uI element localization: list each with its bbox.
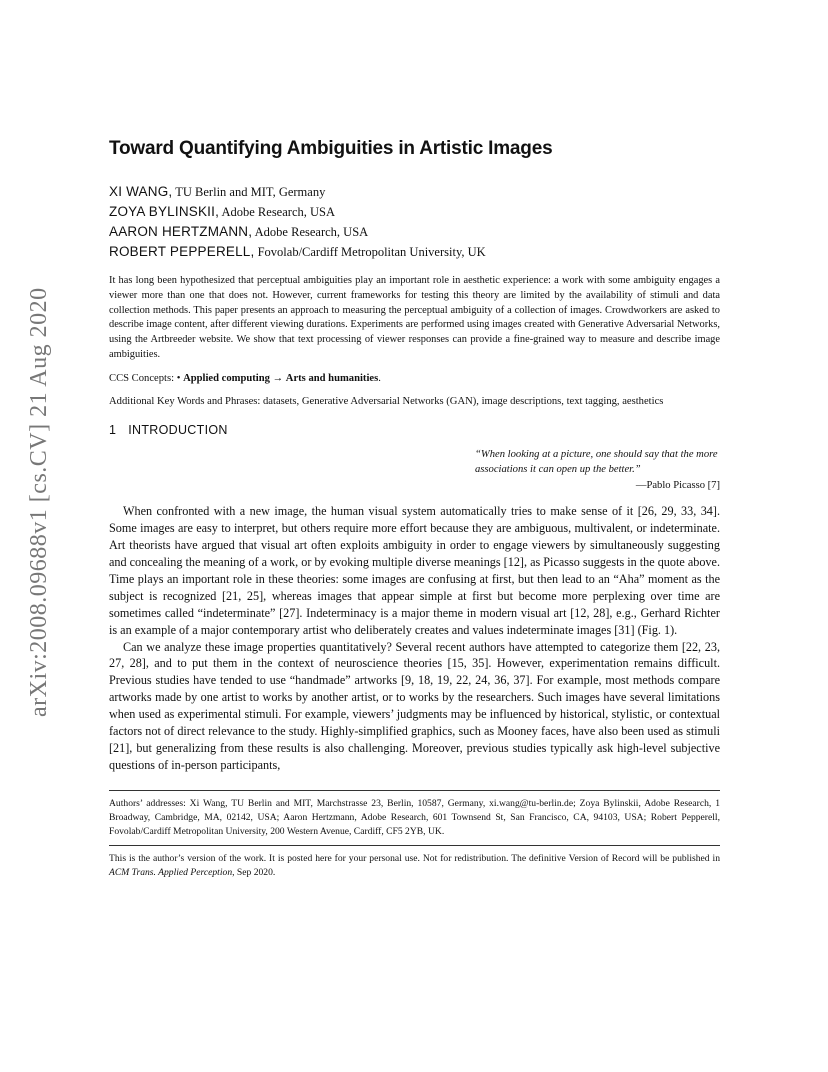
ccs-arrow: → — [269, 372, 286, 384]
epigraph-quote: “When looking at a picture, one should say that the more associations it can open up the better.” — [475, 448, 718, 476]
author-entry — [109, 182, 720, 202]
keywords: Additional Key Words and Phrases: datasets, Generative Adversarial Networks (GAN), image descriptions, text tagging, aesthetics — [109, 395, 664, 407]
author-affiliation: Fovolab/Cardiff Metropolitan University, UK — [254, 245, 486, 259]
version-note-date: , Sep 2020. — [232, 867, 276, 878]
author-affiliation: Adobe Research, USA — [252, 225, 369, 239]
section-number: 1 — [109, 422, 117, 437]
ccs-end: . — [378, 372, 381, 384]
author-affiliation: Adobe Research, USA — [219, 205, 335, 219]
ccs-term-applied-computing: Applied computing — [183, 372, 270, 384]
author-affiliation: TU Berlin and MIT, Germany — [172, 185, 326, 199]
arxiv-identifier-stamp: arXiv:2008.09688v1 [cs.CV] 21 Aug 2020 — [26, 287, 52, 717]
author-list — [109, 182, 720, 262]
body-paragraph: When confronted with a new image, the human visual system automatically tries to make sense of it [26, 29, 33, 34]. Some images are easy to interpret, but others require more effort because they are ambiguous, multivalent, or indeterminate. Art theorists have argued that visual art often exploits ambiguity in order to engage viewers by simultaneously suggesting and concealing the meaning of a work, or by evoking multiple diverse meanings [12], as Picasso suggests in the quote above. Time plays an important role in these theories: some images are confusing at first, but then lead to an “Aha” moment as the subject is recognized [21, 25], whereas images that appear simple at first but become more perplexing over time are sometimes called “indeterminate” [27]. Indeterminacy is a major theme in modern visual art [12, 28], e.g., Gerhard Richter is an example of a major contemporary artist who deliberately creates and values indeterminate images [31] (Fig. 1). — [109, 504, 720, 637]
version-note-footnote — [109, 845, 720, 880]
ccs-concepts — [109, 371, 720, 386]
author-entry — [109, 202, 720, 222]
author-entry — [109, 222, 720, 242]
author-entry — [109, 242, 720, 262]
authors-addresses-footnote: Authors’ addresses: Xi Wang, TU Berlin and MIT, Marchstrasse 23, Berlin, 10587, Germany, xi.wang@tu-berlin.de; Zoya Bylinskii, Adobe Research, 1 Broadway, Cambridge, MA, 02142, USA; Aaron Hertzmann, Adobe Research, 601 Townsend St, San Francisco, CA, 94103, USA; Robert Pepperell, Fovolab/Cardiff Metropolitan University, 200 Western Avenue, Cardiff, CF5 2YB, UK. — [109, 790, 720, 839]
author-name: XI WANG, — [109, 184, 173, 199]
ccs-label: CCS Concepts: • — [109, 372, 184, 384]
version-note-venue: ACM Trans. Applied Perception — [109, 867, 233, 878]
author-name: AARON HERTZMANN, — [109, 224, 253, 239]
section-heading-introduction — [109, 423, 720, 437]
abstract: It has long been hypothesized that perceptual ambiguities play an important role in aesthetic experience: a work with some ambiguity engages a viewer more than one that does not. However, current frameworks for testing this theory are limited by the availability of stimuli and data collection methods. This paper presents an approach to measuring the perceptual ambiguity of a collection of images. Crowdworkers are asked to describe image content, after different viewing durations. Experiments are performed using images created with Generative Adversarial Networks, using the Artbreeder website. We show that text processing of viewer responses can provide a fine-grained way to measure and describe image ambiguities. — [109, 275, 720, 360]
author-name: ROBERT PEPPERELL, — [109, 244, 255, 259]
version-note-text: This is the author’s version of the work. It is posted here for your personal use. Not for redistribution. The definitive Version of Record will be published in — [109, 853, 720, 864]
paper-first-page — [109, 138, 720, 774]
epigraph-attribution: —Pablo Picasso [7] — [635, 479, 720, 491]
section-title: INTRODUCTION — [128, 422, 228, 437]
author-name: ZOYA BYLINSKII, — [109, 204, 220, 219]
paper-title: Toward Quantifying Ambiguities in Artistic Images — [109, 138, 553, 159]
body-paragraph: Can we analyze these image properties quantitatively? Several recent authors have attempted to categorize them [22, 23, 27, 28], and to put them in the context of neuroscience theories [15, 35]. However, experimentation remains difficult. Previous studies have tended to use “handmade” artworks [9, 18, 19, 22, 24, 36, 37]. For example, most methods compare artworks made by one artist to works by another artist, or to works by the researchers. Such images have several limitations when used as experimental stimuli. For example, viewers’ judgments may be influenced by historical, stylistic, or contextual factors not of direct relevance to the study. Highly-simplified graphics, such as Mooney faces, have also been used as stimuli [21], but generalizing from these results is also challenging. Moreover, previous studies typically ask high-level subjective questions of in-person participants, — [109, 639, 720, 772]
ccs-term-arts-humanities: Arts and humanities — [285, 372, 379, 384]
